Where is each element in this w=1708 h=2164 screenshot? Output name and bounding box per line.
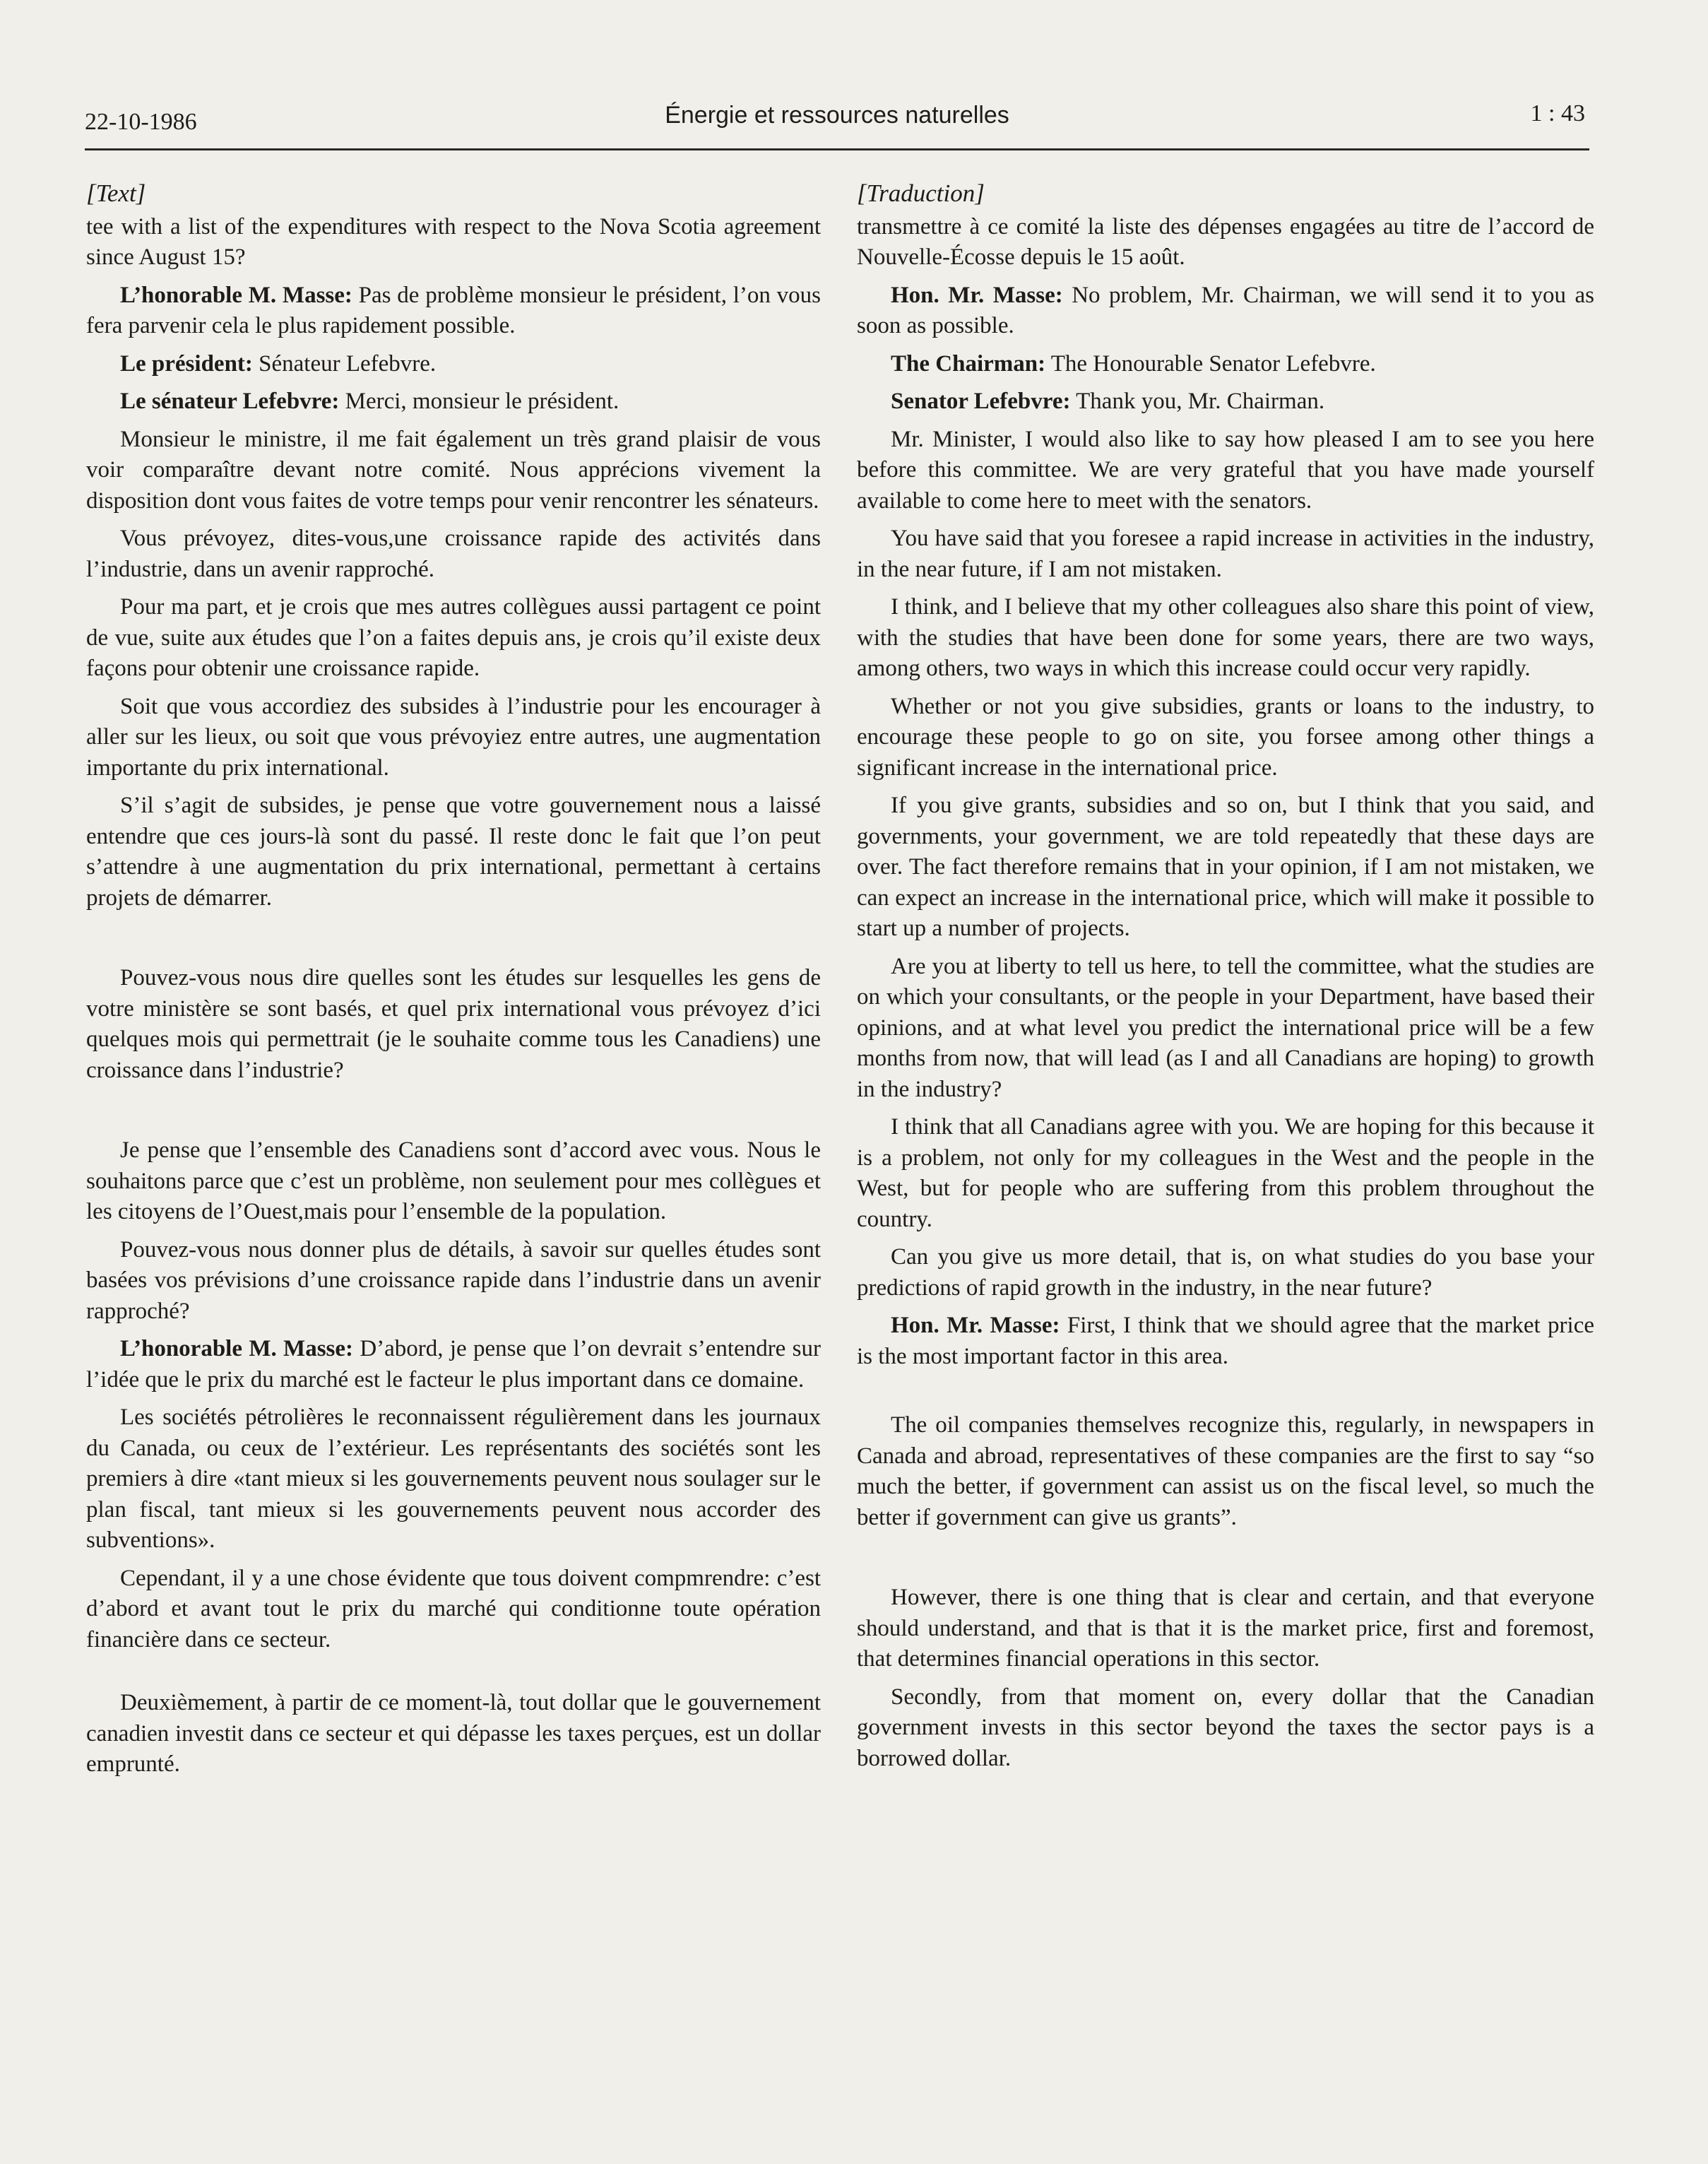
paragraph: Are you at liberty to tell us here, to tell the committee, what the studies are on which your consultants, or the people in your Department, have based their opinions, and at what level you predict the international price will be a few months from now, that will lead (as I and all Canadians are hoping) to growth in the industry? [857,953,1594,1102]
paragraph: Vous prévoyez, dites-vous,une croissance rapide des activités dans l’industrie, dans un avenir rapproché. [86,526,821,582]
paragraph: However, there is one thing that is clear and certain, and that everyone should understand, and that is that it is the market price, first and foremost, that determines financial operations in this sector. [857,1585,1594,1672]
paragraph: S’il s’agit de subsides, je pense que votre gouvernement nous a laissé entendre que ces jours-là sont du passé. Il reste donc le fait que l’on peut s’attendre à une augmentation du prix international, permettant à certains projets de démarrer. [86,793,821,911]
paragraph: Hon. Mr. Masse: First, I think that we should agree that the market price is the most important factor in this area. [857,1313,1594,1369]
page-header [85,99,1589,150]
paragraph: Pour ma part, et je crois que mes autres collègues aussi partagent ce point de vue, suite aux études que l’on a faites depuis ans, je crois qu’il existe deux façons pour obtenir une croissance rapide. [86,594,821,681]
paragraph: Je pense que l’ensemble des Canadiens sont d’accord avec vous. Nous le souhaitons parce que c’est un problème, non seulement pour mes collègues et les citoyens de l’Ouest,mais pour l’ensemble de la population. [86,1137,821,1224]
paragraph: Whether or not you give subsidies, grants or loans to the industry, to encourage these people to go on site, you forsee among other things a significant increase in the international price. [857,693,1594,781]
paragraph: Deuxièmement, à partir de ce moment-là, tout dollar que le gouvernement canadien investit dans ce secteur et qui dépasse les taxes perçues, est un dollar emprunté. [86,1690,821,1777]
speaker-name: Le sénateur Lefebvre: [120,389,340,414]
paragraph: Le sénateur Lefebvre: Merci, monsieur le président. [120,389,619,414]
paragraph: If you give grants, subsidies and so on, but I think that you said, and governments, your government, we are told repeatedly that these days are over. The fact therefore remains that in your opinion, if I am not mistaken, we can expect an increase in the international price, which will make it possible to start up a number of projects. [857,793,1594,941]
speaker-name: Senator Lefebvre: [891,389,1071,414]
header-date: 22-10-1986 [85,109,197,135]
paragraph: Senator Lefebvre: Thank you, Mr. Chairman. [891,389,1325,414]
paragraph: Soit que vous accordiez des subsides à l’industrie pour les encourager à aller sur les lieux, ou soit que vous prévoyiez entre autres, une augmentation importante du prix international. [86,693,821,781]
paragraph: Mr. Minister, I would also like to say how pleased I am to see you here before this committee. We are very grateful that you have made yourself available to come here to meet with the senators. [857,426,1594,514]
paragraph: Secondly, from that moment on, every dollar that the Canadian government invests in this sector beyond the taxes the sector pays is a borrowed dollar. [857,1684,1594,1771]
speaker-name: L’honorable M. Masse: [120,282,352,308]
paragraph: transmettre à ce comité la liste des dépenses engagées au titre de l’accord de Nouvelle-Écosse depuis le 15 août. [857,213,1594,270]
speaker-name: L’honorable M. Masse: [120,1336,354,1361]
page-number: 1 : 43 [1530,100,1585,126]
right-column [857,178,1594,1781]
header-title: Énergie et ressources naturelles [665,102,1009,129]
paragraph: Pouvez-vous nous donner plus de détails, à savoir sur quelles études sont basées vos prévisions d’une croissance rapide dans l’industrie dans un avenir rapproché? [86,1236,821,1324]
paragraph: Les sociétés pétrolières le reconnaissent régulièrement dans les journaux du Canada, ou ceux de l’extérieur. Les représentants des sociétés sont les premiers à dire «tant mieux si les gouvernements peuvent nous soulager sur le plan fiscal, tant mieux si les gouvernements peuvent nous accorder des subventions». [86,1405,821,1553]
paragraph: Hon. Mr. Masse: No problem, Mr. Chairman, we will send it to you as soon as possible. [857,282,1594,338]
paragraph: The Chairman: The Honourable Senator Lefebvre. [891,350,1376,377]
paragraph: Can you give us more detail, that is, on what studies do you base your predictions of rapid growth in the industry, in the near future? [857,1244,1594,1301]
column-label: [Text] [86,179,146,207]
paragraph: Pouvez-vous nous dire quelles sont les études sur lesquelles les gens de votre ministère se sont basés, et quel prix international vous prévoyez d’ici quelques mois qui permettrait (je le souhaite comme tous les Canadiens) une croissance dans l’industrie? [86,965,821,1083]
speaker-name: Hon. Mr. Masse: [891,1313,1060,1338]
paragraph: I think, and I believe that my other colleagues also share this point of view, with the studies that have been done for some years, there are two ways, among others, two ways in which this increase could occur very rapidly. [857,594,1594,681]
paragraph: tee with a list of the expenditures with respect to the Nova Scotia agreement since August 15? [86,213,821,270]
left-column [86,178,821,1787]
column-label: [Traduction] [857,179,985,207]
paragraph: L’honorable M. Masse: D’abord, je pense que l’on devrait s’entendre sur l’idée que le prix du marché est le facteur le plus important dans ce domaine. [86,1336,821,1393]
speaker-name: The Chairman: [891,350,1046,377]
paragraph: Le président: Sénateur Lefebvre. [120,350,437,377]
paragraph: Cependant, il y a une chose évidente que tous doivent compmrendre: c’est d’abord et avant tout le prix du marché qui conditionne toute opération financière dans ce secteur. [86,1565,821,1652]
speaker-name: Le président: [120,350,253,377]
paragraph: I think that all Canadians agree with you. We are hoping for this because it is a problem, not only for my colleagues in the West and the people in the West, but for people who are suffering from this problem throughout the country. [857,1114,1594,1232]
paragraph: The oil companies themselves recognize this, regularly, in newspapers in Canada and abroad, representatives of these companies are the first to say “so much the better, if government can assist us on the fiscal level, so much the better if government can give us grants”. [857,1412,1594,1530]
speaker-name: Hon. Mr. Masse: [891,282,1063,308]
paragraph: L’honorable M. Masse: Pas de problème monsieur le président, l’on vous fera parvenir cela le plus rapidement possible. [86,282,822,338]
paragraph: You have said that you foresee a rapid increase in activities in the industry, in the near future, if I am not mistaken. [857,526,1594,582]
paragraph: Monsieur le ministre, il me fait également un très grand plaisir de vous voir comparaître devant notre comité. Nous apprécions vivement la disposition dont vous faites de votre temps pour venir rencontrer les sénateurs. [86,426,821,514]
